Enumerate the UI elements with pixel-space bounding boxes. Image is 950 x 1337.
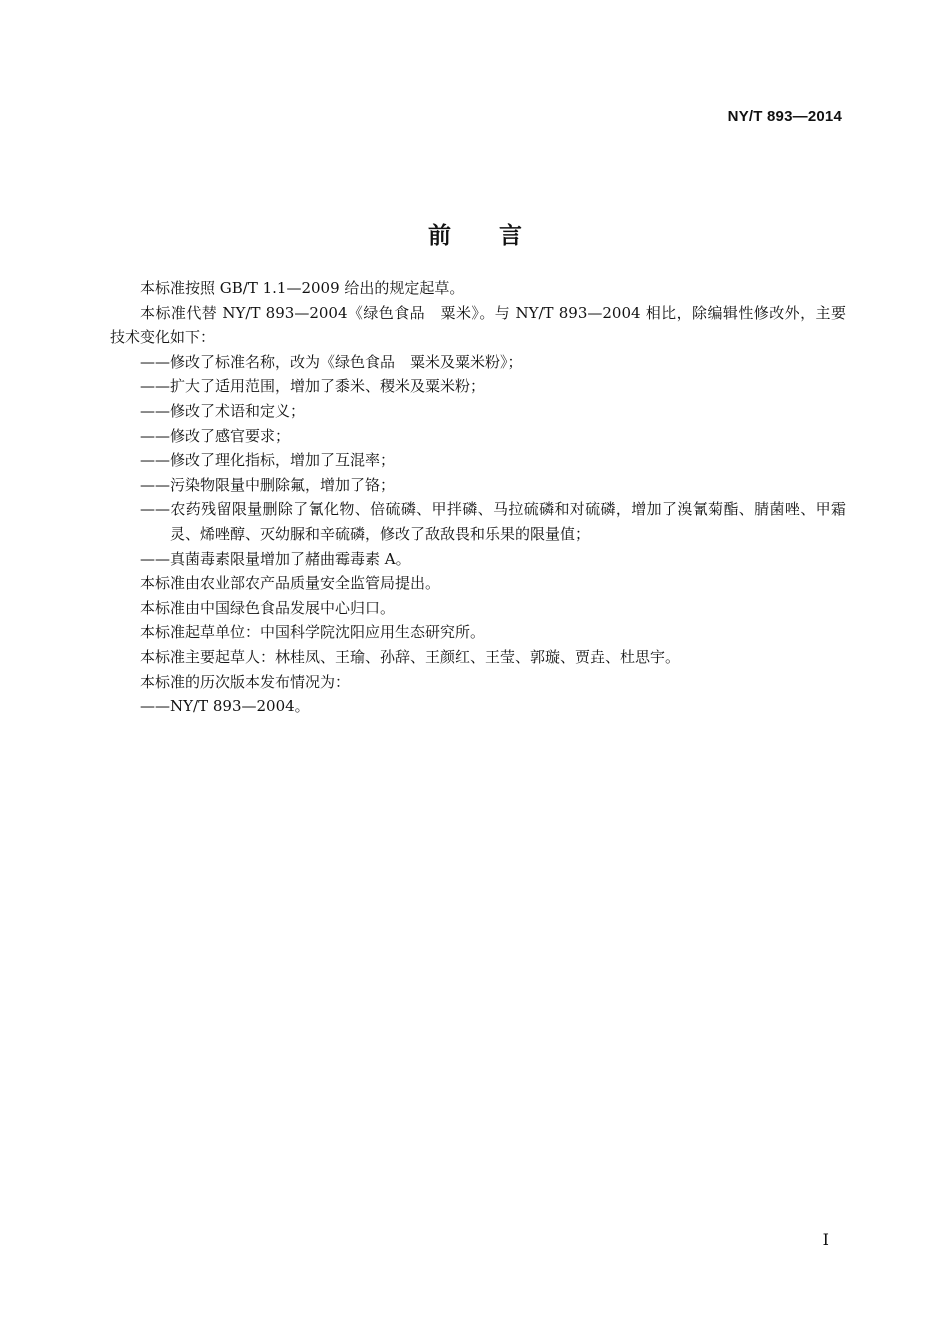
- paragraph-drafting-rule: 本标准按照 GB/T 1.1—2009 给出的规定起草。: [140, 279, 465, 297]
- list-item: ——修改了感官要求；: [140, 426, 291, 445]
- page-number: I: [822, 1230, 829, 1249]
- page-title: 前言: [428, 223, 570, 250]
- paragraph-proposer: 本标准由农业部农产品质量安全监管局提出。: [140, 574, 441, 593]
- paragraph-drafters: 本标准主要起草人：林桂凤、王瑜、孙辞、王颜红、王莹、郭璇、贾垚、杜思宇。: [140, 647, 681, 666]
- paragraph-centralized-by: 本标准由中国绿色食品发展中心归口。: [140, 598, 396, 617]
- paragraph-replacement: 本标准代替 NY/T 893—2004《绿色食品 粟米》。与 NY/T 893—2004 相比，除编辑性修改外，主要技术变化如下：: [110, 303, 846, 347]
- foreword-body: [110, 276, 846, 719]
- list-item: ——污染物限量中删除氟，增加了铬；: [140, 475, 396, 494]
- list-item: ——修改了术语和定义；: [140, 401, 306, 420]
- changes-list: [110, 350, 846, 571]
- list-item: ——扩大了适用范围，增加了黍米、稷米及粟米粉；: [140, 377, 486, 396]
- list-item: ——NY/T 893—2004。: [140, 697, 310, 716]
- history-list: [110, 694, 846, 719]
- paragraph-drafting-unit: 本标准起草单位：中国科学院沈阳应用生态研究所。: [140, 623, 486, 642]
- list-item: ——修改了标准名称，改为《绿色食品 粟米及粟米粉》；: [140, 352, 523, 371]
- list-item: ——真菌毒素限量增加了赭曲霉毒素 A。: [140, 549, 411, 568]
- list-item: ——农药残留限量删除了氰化物、倍硫磷、甲拌磷、马拉硫磷和对硫磷，增加了溴氰菊酯、腈菌唑、甲霜灵、烯唑醇、灭幼脲和辛硫磷，修改了敌敌畏和乐果的限量值；: [140, 500, 846, 543]
- list-item: ——修改了理化指标，增加了互混率；: [140, 451, 396, 470]
- paragraph-version-history: 本标准的历次版本发布情况为：: [140, 672, 351, 691]
- document-code: NY/T 893—2014: [727, 108, 842, 125]
